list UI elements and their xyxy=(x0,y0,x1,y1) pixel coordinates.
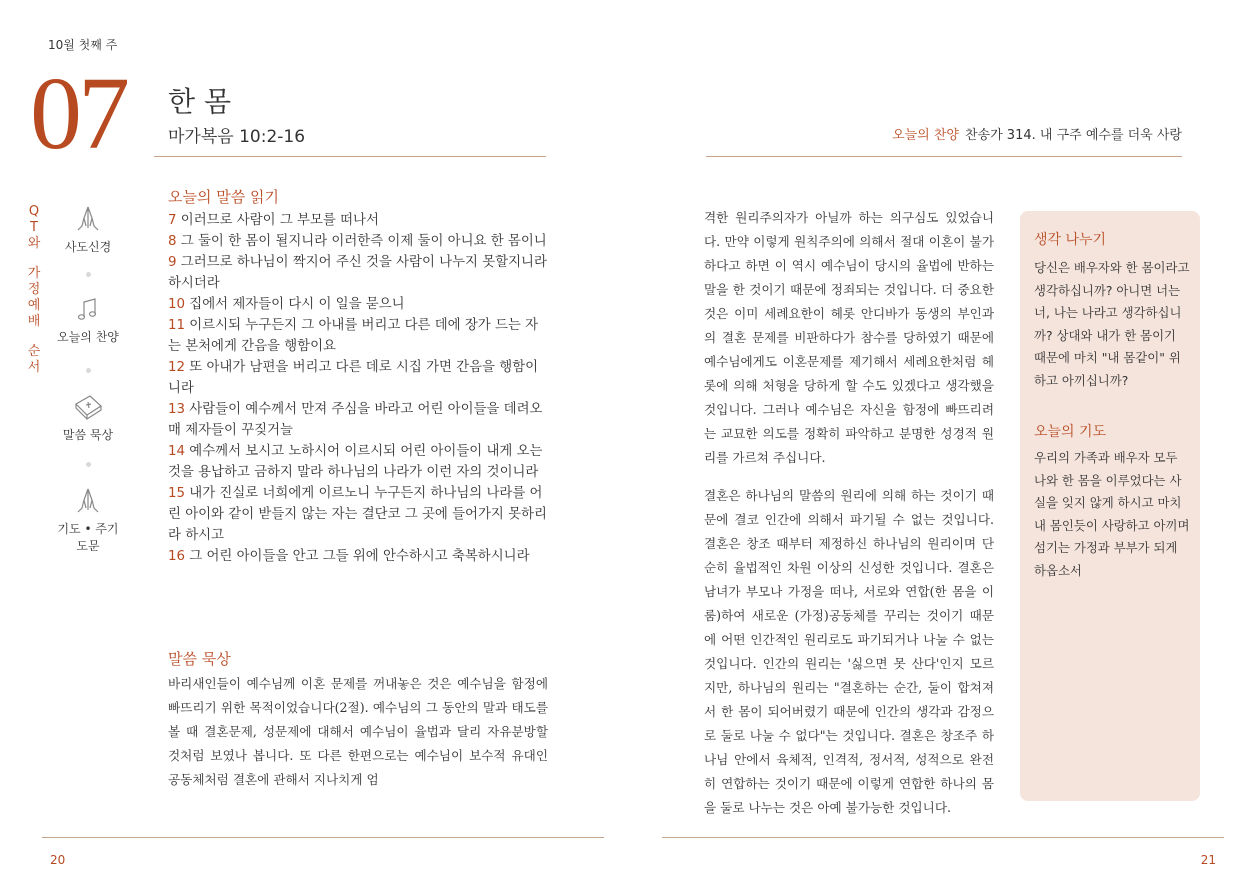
bible-icon xyxy=(72,392,104,422)
sidebar-item-meditation xyxy=(56,392,120,443)
scripture-reference: 마가복음 10:2-16 xyxy=(168,127,306,147)
meditation-continued xyxy=(704,206,994,834)
share-text: 당신은 배우자와 한 몸이라고 생각하십니까? 아니면 너는 너, 나는 나라고 생각하십니까? 상대와 내가 한 몸이기 때문에 마치 "내 몸같이" 위하고 아끼십니까? xyxy=(1034,260,1190,388)
vertical-char: T xyxy=(30,220,38,235)
vertical-title xyxy=(26,204,42,376)
verse-number: 10 xyxy=(168,297,186,312)
day-number: 07 xyxy=(30,56,126,171)
separator-dot xyxy=(86,462,91,467)
vertical-gap xyxy=(26,252,42,266)
verse-number: 8 xyxy=(168,234,177,249)
verse-number: 16 xyxy=(168,549,186,564)
sidebar-item-creed xyxy=(56,204,120,255)
verse xyxy=(168,441,548,483)
verse xyxy=(168,294,548,315)
verse xyxy=(168,357,548,399)
verse-text: 예수께서 보시고 노하시어 이르시되 어린 아이들이 내게 오는 것을 용납하고 금하지 말라 하나님의 나라가 이런 자의 것이니라 xyxy=(168,444,543,480)
verse-number: 15 xyxy=(168,486,186,501)
sidebar-item-label: 말씀 묵상 xyxy=(62,428,114,442)
verse-number: 11 xyxy=(168,318,186,333)
footer-divider xyxy=(42,837,604,838)
prayer-heading: 오늘의 기도 xyxy=(1034,424,1107,440)
verse-text: 그 둘이 한 몸이 될지니라 이러한즉 이제 둘이 아니요 한 몸이니 xyxy=(176,234,547,249)
verse-text: 사람들이 예수께서 만져 주심을 바라고 어린 아이들을 데려오매 제자들이 꾸짖거늘 xyxy=(168,402,543,438)
verse xyxy=(168,483,548,546)
verse-number: 13 xyxy=(168,402,186,417)
praying-hands-icon xyxy=(73,486,103,516)
vertical-char: 서 xyxy=(27,360,41,375)
page-title: 한 몸 xyxy=(168,85,231,118)
verse-text: 내가 진실로 너희에게 이르노니 누구든지 하나님의 나라를 어린 아이와 같이 받들지 않는 자는 결단코 그 곳에 들어가지 못하리라 하시고 xyxy=(168,486,547,543)
sidebar-item-hymn xyxy=(56,296,120,345)
verse-text: 그 어린 아이들을 안고 그들 위에 안수하시고 축복하시니라 xyxy=(185,549,530,564)
vertical-char: 순 xyxy=(27,344,41,359)
hymn-line xyxy=(892,124,1182,143)
verse-number: 7 xyxy=(168,213,177,228)
sidebar-item-label: 오늘의 찬양 xyxy=(57,330,119,344)
verse xyxy=(168,399,548,441)
verse xyxy=(168,210,548,231)
verse-number: 12 xyxy=(168,360,186,375)
music-note-icon xyxy=(73,296,103,324)
sidebar-item-prayer xyxy=(56,486,120,554)
verse-text: 이르시되 누구든지 그 아내를 버리고 다른 데에 장가 드는 자는 본처에게 간음을 행함이요 xyxy=(168,318,539,354)
verse xyxy=(168,546,548,567)
hymn-text: 찬송가 314. 내 구주 예수를 더욱 사랑 xyxy=(965,128,1182,143)
prayer-text: 우리의 가족과 배우자 모두 나와 한 몸을 이루었다는 사실을 잊지 않게 하시고 마치 내 몸인듯이 사랑하고 아끼며 섬기는 가정과 부부가 되게 하옵소서 xyxy=(1034,450,1190,578)
week-label: 10월 첫째 주 xyxy=(48,38,118,52)
paragraph: 결혼은 하나님의 말씀의 원리에 의해 하는 것이기 때문에 결코 인간에 의해서 파기될 수 없는 것입니다. 결혼은 창조 때부터 제정하신 하나님의 원리이며 단순히 율법적인 차원 이상의 신성한 것입니다. 결혼은 남녀가 부모나 가정을 떠나, 서로와 연합(한 몸을 이룸)하여 새로운 (가정)공동체를 꾸리는 것이기 때문에 어떤 인간적인 원리로도 파기되거나 나눌 수 없는 것입니다. 인간의 원리는 '싫으면 못 산다'인지 모르지만, 하나님의 원리는 "결혼하는 순간, 둘이 합쳐져서 한 몸이 되어버렸기 때문에 인간의 생각과 감정으로 둘로 나눌 수 없다"는 것입니다. 결혼은 창조주 하나님 안에서 육체적, 인격적, 정서적, 성적으로 완전히 연합하는 것이기 때문에 이렇게 연합한 하나의 몸을 둘로 나누는 것은 아예 불가능한 것입니다. xyxy=(704,488,994,815)
divider xyxy=(154,156,546,157)
verse-number: 9 xyxy=(168,255,177,270)
vertical-char: Q xyxy=(28,204,40,219)
vertical-char: 배 xyxy=(27,314,41,329)
vertical-char: 가 xyxy=(27,266,41,281)
share-heading: 생각 나누기 xyxy=(1034,232,1107,248)
separator-dot xyxy=(86,368,91,373)
meditation-heading: 말씀 묵상 xyxy=(168,650,231,668)
paragraph: 격한 원리주의자가 아닐까 하는 의구심도 있었습니다. 만약 이렇게 원칙주의에 의해서 절대 이혼이 불가하다고 하면 이 역시 예수님이 당시의 율법에 반하는 말을 한 것이기 때문에 정죄되는 것입니다. 더 중요한 것은 이미 세례요한이 헤롯 안디바가 동생의 부인과의 결혼 문제를 비판하다가 참수를 당하였기 때문에 예수님에게도 이혼문제를 제기해서 세례요한처럼 헤롯에 의해 처형을 당하게 할 수도 있겠다고 생각했을 것입니다. 그러나 예수님은 자신을 함정에 빠뜨리려는 교묘한 의도를 정확히 파악하고 분명한 성경적 원리를 가르쳐 주십니다. xyxy=(704,210,994,465)
praying-hands-icon xyxy=(73,204,103,234)
verse xyxy=(168,231,548,252)
verse-text: 이러므로 사람이 그 부모를 떠나서 xyxy=(176,213,379,228)
verse-text: 또 아내가 남편을 버리고 다른 데로 시집 가면 간음을 행함이니라 xyxy=(168,360,539,396)
footer-divider xyxy=(662,837,1224,838)
reading-heading: 오늘의 말씀 읽기 xyxy=(168,188,279,206)
verse-text: 집에서 제자들이 다시 이 일을 묻으니 xyxy=(185,297,405,312)
verse xyxy=(168,252,548,294)
vertical-char: 정 xyxy=(27,282,41,297)
separator-dot xyxy=(86,272,91,277)
verse-text: 그러므로 하나님이 짝지어 주신 것을 사람이 나누지 못할지니라 하시더라 xyxy=(168,255,547,291)
reflection-box xyxy=(1020,211,1200,801)
verse xyxy=(168,315,548,357)
vertical-char: 와 xyxy=(27,236,41,251)
vertical-gap xyxy=(26,330,42,344)
verse-number: 14 xyxy=(168,444,186,459)
divider xyxy=(706,156,1182,157)
page-number-right: 21 xyxy=(1200,853,1216,867)
hymn-label: 오늘의 찬양 xyxy=(892,128,959,143)
meditation-text: 바리새인들이 예수님께 이혼 문제를 꺼내놓은 것은 예수님을 함정에 빠뜨리기 위한 목적이었습니다(2절). 예수님의 그 동안의 말과 태도를 볼 때 결혼문제, 성문제에 대해서 예수님이 율법과 달리 자유분방할 것처럼 보였나 봅니다. 또 다른 한편으로는 예수님이 보수적 유대인 공동체처럼 결혼에 관해서 지나치게 엄 xyxy=(168,676,548,787)
vertical-char: 예 xyxy=(27,298,41,313)
sidebar-item-label: 사도신경 xyxy=(64,240,112,254)
scripture-text xyxy=(168,210,548,567)
sidebar-item-label: 기도 • 주기도문 xyxy=(57,522,119,553)
page-number-left: 20 xyxy=(50,853,66,867)
